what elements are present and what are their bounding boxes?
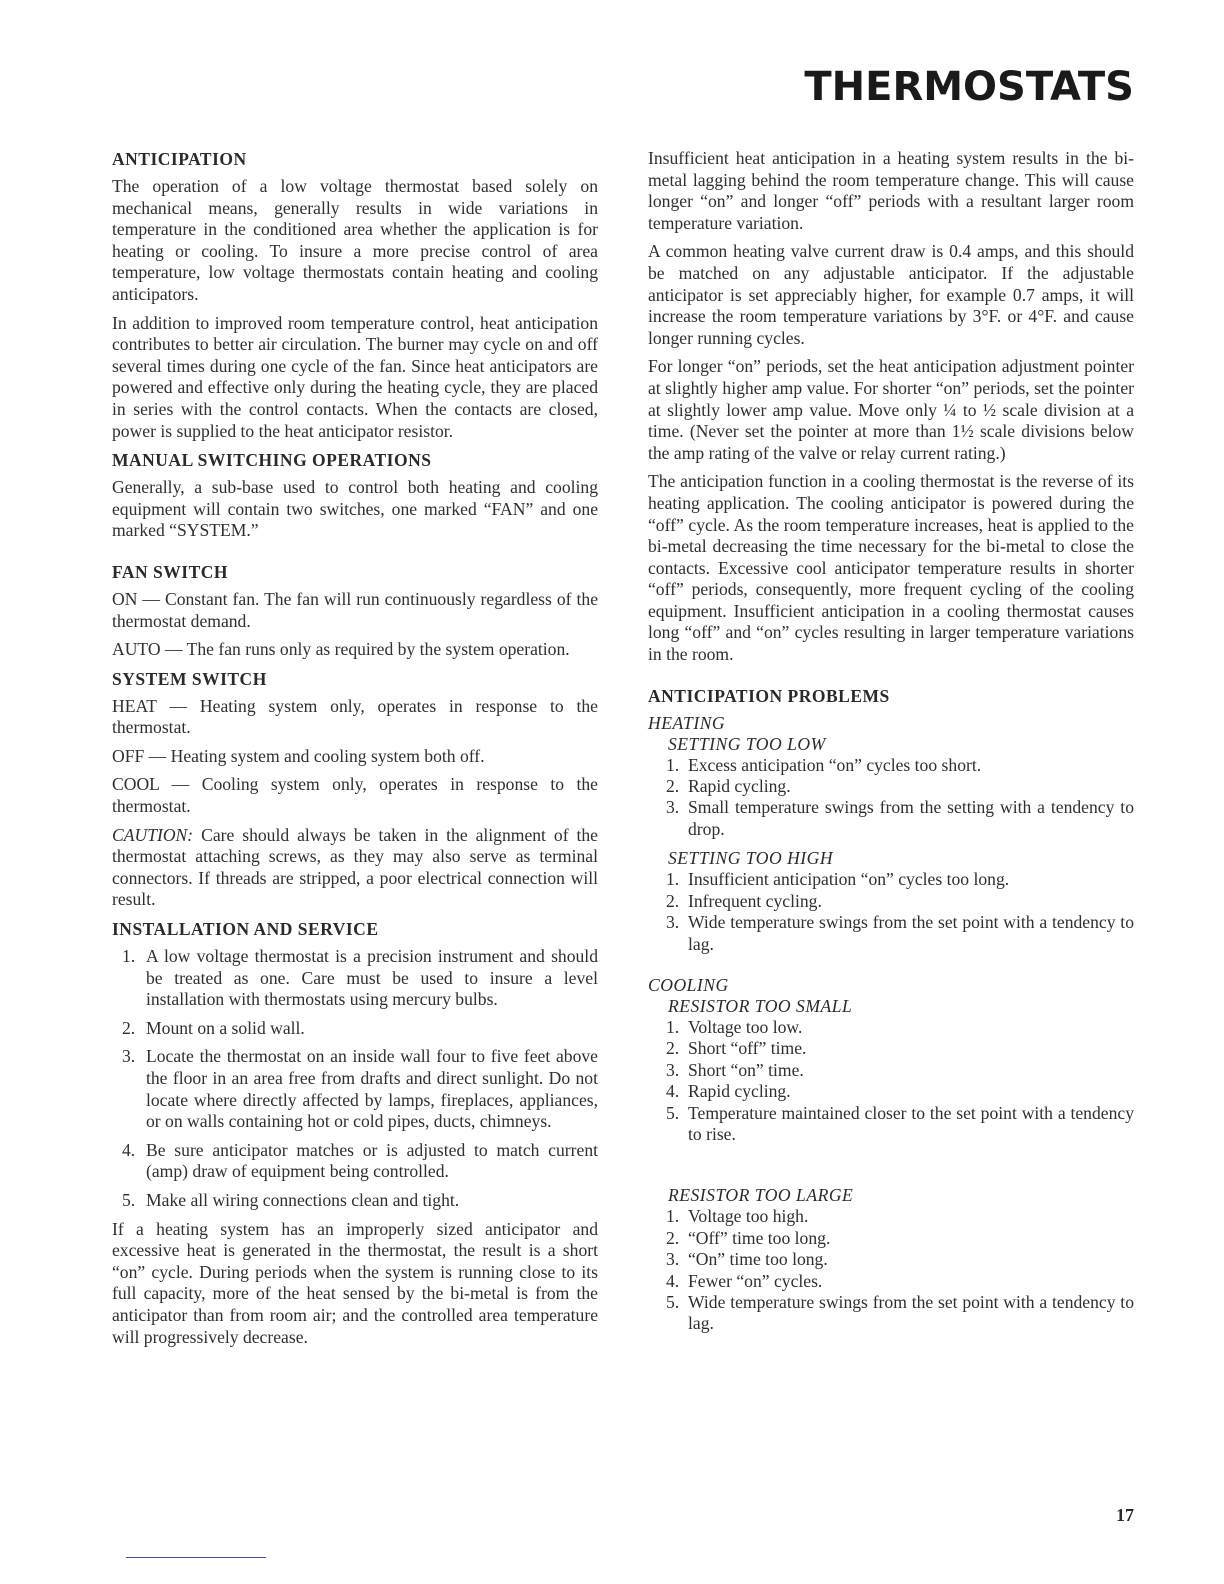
list-item: 1. Voltage too low. <box>666 1016 803 1037</box>
subheading-setting-too-low: SETTING TOO LOW <box>668 733 826 754</box>
heading-anticipation-problems: ANTICIPATION PROBLEMS <box>648 685 890 706</box>
installation-list <box>112 946 598 1212</box>
list-item: 2. Short “off” time. <box>666 1038 807 1059</box>
list-item: 3. Wide temperature swings from the set point with a tendency to lag. <box>666 912 1134 954</box>
list-item: 1. Excess anticipation “on” cycles too short. <box>666 754 982 775</box>
list-item: 1. A low voltage thermostat is a precision instrument and should be treated as one. Care must be used to insure a level installation with thermostats using mercury bulbs. <box>122 946 598 1010</box>
right-column <box>648 148 1134 1335</box>
too-small-list <box>648 1017 1134 1145</box>
paragraph: If a heating system has an improperly sized anticipator and excessive heat is generated in the thermostat, the result is a short “on” cycle. During periods when the system is running close to its full capacity, more of the heat sensed by the bi-metal is from the anticipator than from room air; and the controlled area temperature will progressively decrease. <box>112 1218 598 1347</box>
paragraph: A common heating valve current draw is 0.4 amps, and this should be matched on any adjustable anticipator. If the adjustable anticipator is set appreciably higher, for example 0.7 amps, it will increase the room temperature variations by 3°F. or 4°F. and cause longer running cycles. <box>648 241 1134 348</box>
paragraph: In addition to improved room temperature control, heat anticipation contributes to better air circulation. The burner may cycle on and off several times during one cycle of the fan. Since heat anticipators are powered and effective only during the heating cycle, they are placed in series with the control contacts. When the contacts are closed, power is supplied to the heat anticipator resistor. <box>112 312 598 441</box>
subheading-heating: HEATING <box>648 712 726 733</box>
caution-text: Care should always be taken in the alignment of the thermostat attaching screws, as they may also serve as terminal connectors. If threads are stripped, a poor electrical connection will result. <box>112 824 598 910</box>
list-item: 4. Rapid cycling. <box>666 1081 791 1102</box>
too-low-list <box>648 755 1134 841</box>
too-large-list <box>648 1206 1134 1334</box>
caution-label: CAUTION: <box>112 824 194 845</box>
system-heat-text: HEAT — Heating system only, operates in response to the thermostat. <box>112 695 598 738</box>
subheading-resistor-too-small: RESISTOR TOO SMALL <box>668 995 853 1016</box>
list-item: 4. Fewer “on” cycles. <box>666 1270 823 1291</box>
list-item: 1. Voltage too high. <box>666 1206 809 1227</box>
heading-anticipation: ANTICIPATION <box>112 149 247 169</box>
list-item: 2. Mount on a solid wall. <box>122 1017 305 1038</box>
page-title: THERMOSTATS <box>804 64 1134 110</box>
list-item: 3. “On” time too long. <box>666 1249 828 1270</box>
paragraph: Insufficient heat anticipation in a heating system results in the bi-metal lagging behind the room temperature change. This will cause longer “on” and longer “off” periods with a resultant larger room temperature variation. <box>648 148 1134 233</box>
list-item: 5. Make all wiring connections clean and tight. <box>122 1189 460 1210</box>
caution-paragraph <box>112 825 598 911</box>
subheading-cooling: COOLING <box>648 974 729 995</box>
subheading-setting-too-high: SETTING TOO HIGH <box>668 848 834 869</box>
paragraph: For longer “on” periods, set the heat anticipation adjustment pointer at slightly higher amp value. For shorter “on” periods, set the pointer at slightly lower amp value. Move only ¼ to ½ scale division at a time. (Never set the pointer at more than 1½ scale divisions below the amp rating of the valve or relay current rating.) <box>648 356 1134 463</box>
list-item: 5. Temperature maintained closer to the set point with a tendency to rise. <box>666 1102 1134 1144</box>
paragraph: The operation of a low voltage thermostat based solely on mechanical means, generally results in wide variations in temperature in the conditioned area whether the application is for heating or cooling. To insure a more precise control of area temperature, low voltage thermostats contain heating and cooling anticipators. <box>112 176 598 304</box>
paragraph: The anticipation function in a cooling thermostat is the reverse of its heating application. The cooling anticipator is powered during the “off” cycle. As the room temperature increases, heat is applied to the bi-metal decreasing the time necessary for the bi-metal to close the contacts. Excessive cool anticipator temperature results in shorter “off” periods, consequently, more frequent cycling of the cooling equipment. Insufficient anticipation in a cooling thermostat causes long “off” and “on” cycles resulting in larger temperature variations in the room. <box>648 471 1134 665</box>
footer-rule <box>126 1557 266 1558</box>
system-cool-text: COOL — Cooling system only, operates in response to the thermostat. <box>112 774 598 817</box>
fan-on-text: ON — Constant fan. The fan will run continuously regardless of the thermostat demand. <box>112 588 598 631</box>
list-item: 2. “Off” time too long. <box>666 1227 831 1248</box>
heading-fan-switch: FAN SWITCH <box>112 561 229 582</box>
list-item: 1. Insufficient anticipation “on” cycles too long. <box>666 869 1010 890</box>
list-item: 3. Small temperature swings from the setting with a tendency to drop. <box>666 797 1134 839</box>
list-item: 4. Be sure anticipator matches or is adjusted to match current (amp) draw of equipment being controlled. <box>122 1139 598 1182</box>
page-number: 17 <box>1116 1505 1134 1525</box>
left-column <box>112 148 598 1355</box>
heading-system-switch: SYSTEM SWITCH <box>112 668 267 689</box>
list-item: 3. Locate the thermostat on an inside wall four to five feet above the floor in an area free from drafts and direct sunlight. Do not locate where directly affected by lamps, fireplaces, appliances, or on walls containing hot or cold pipes, ducts, chimneys. <box>122 1046 598 1132</box>
list-item: 2. Infrequent cycling. <box>666 890 822 911</box>
heading-installation: INSTALLATION AND SERVICE <box>112 919 379 940</box>
heading-manual-switching: MANUAL SWITCHING OPERATIONS <box>112 450 432 471</box>
paragraph: Generally, a sub-base used to control both heating and cooling equipment will contain two switches, one marked “FAN” and one marked “SYSTEM.” <box>112 477 598 541</box>
system-off-text: OFF — Heating system and cooling system both off. <box>112 745 485 766</box>
subheading-resistor-too-large: RESISTOR TOO LARGE <box>668 1185 854 1206</box>
fan-auto-text: AUTO — The fan runs only as required by the system operation. <box>112 639 570 660</box>
list-item: 3. Short “on” time. <box>666 1059 804 1080</box>
list-item: 2. Rapid cycling. <box>666 776 791 797</box>
too-high-list <box>648 869 1134 955</box>
list-item: 5. Wide temperature swings from the set point with a tendency to lag. <box>666 1291 1134 1334</box>
